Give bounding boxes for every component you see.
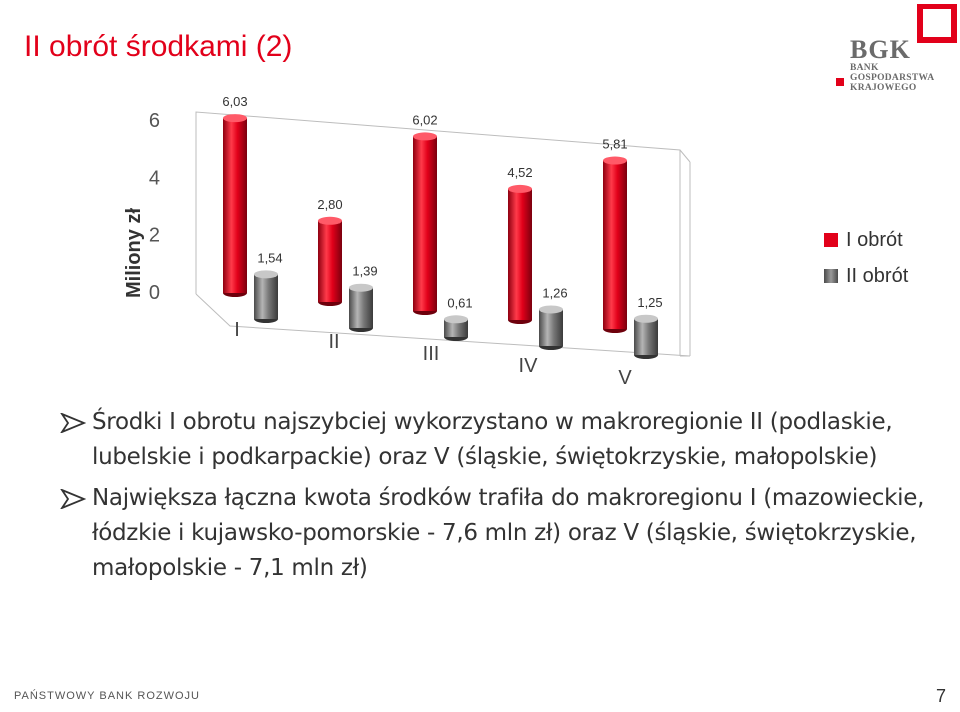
bullet-item-2 <box>60 481 950 586</box>
bar-red-top <box>603 157 627 165</box>
y-tick-label: 6 <box>148 110 160 132</box>
bar-gray-top <box>634 315 658 323</box>
bar-gray-group <box>539 305 563 350</box>
legend-swatch-gray <box>824 269 838 283</box>
x-tick-label: V <box>618 367 632 389</box>
bar-red-group <box>223 114 247 297</box>
data-label: 6,02 <box>412 112 438 128</box>
x-tick-label: I <box>234 319 240 341</box>
arrow-bullet-icon <box>60 413 86 433</box>
bar-gray-top <box>349 284 373 292</box>
bar-gray <box>539 309 563 346</box>
y-tick-label: 0 <box>148 282 160 304</box>
data-label: 1,54 <box>257 250 283 266</box>
logo-subtitle <box>850 63 960 93</box>
data-label: 6,03 <box>222 94 248 110</box>
legend-label-series-1: I obrót <box>846 228 903 251</box>
bullet-text-1: Środki I obrotu najszybciej wykorzystano w makroregionie II (podlaskie, lubelskie i podkarpackie) oraz V (śląskie, świętokrzyskie, małopolskie) <box>92 409 893 470</box>
bar-gray-group <box>444 315 468 341</box>
data-label: 5,81 <box>602 136 628 152</box>
bar-red <box>223 118 247 293</box>
bar-red <box>318 221 342 302</box>
arrow-bullet-icon <box>60 489 86 509</box>
x-tick-label: IV <box>518 355 538 377</box>
data-label: 4,52 <box>507 164 533 180</box>
logo-subtitle-line2: KRAJOWEGO <box>850 83 917 93</box>
y-tick-label: 4 <box>148 167 160 190</box>
data-label: 2,80 <box>317 196 343 212</box>
bar-red-top <box>413 132 437 140</box>
bar-gray-top <box>254 270 278 278</box>
legend-swatch-red <box>824 233 838 247</box>
bar-red-top <box>508 185 532 193</box>
bar-gray-top <box>539 305 563 313</box>
legend-label-series-2: II obrót <box>846 264 909 287</box>
logo-text: BGK <box>850 35 911 64</box>
data-label: 1,26 <box>542 285 568 301</box>
bar-red-group <box>603 157 627 333</box>
bar-gray-group <box>634 315 658 359</box>
bar-red-group <box>508 185 532 324</box>
bar-red-group <box>318 217 342 306</box>
bar-gray-top <box>444 315 468 323</box>
chart-legend <box>824 222 908 294</box>
bar-red-top <box>318 217 342 225</box>
data-label: 0,61 <box>447 295 473 311</box>
legend-item-series-1 <box>824 222 908 258</box>
legend-item-series-2 <box>824 258 908 294</box>
bar-gray <box>634 319 658 355</box>
bullet-list <box>60 405 950 590</box>
bar-gray-group <box>349 284 373 332</box>
bullet-text-2: Największa łączna kwota środków trafiła do makroregionu I (mazowieckie, łódzkie i kujawsko-pomorskie - 7,6 mln zł) oraz V (śląskie, świętokrzyskie, małopolskie - 7,1 mln zł) <box>92 485 925 581</box>
y-axis-label: Miliony zł <box>123 208 145 298</box>
bar-gray-group <box>254 270 278 323</box>
footer-brand: PAŃSTWOWY BANK ROZWOJU <box>14 690 200 702</box>
x-tick-label: II <box>328 331 340 353</box>
logo-subtitle-line1: BANK GOSPODARSTWA <box>850 63 935 83</box>
x-tick-label: III <box>422 343 440 365</box>
y-tick-label: 2 <box>148 224 160 247</box>
bar-chart <box>0 88 820 398</box>
data-label: 1,25 <box>637 294 663 310</box>
bar-red <box>603 161 627 329</box>
data-label: 1,39 <box>352 263 378 279</box>
bar-gray <box>254 274 278 319</box>
bar-red <box>413 136 437 311</box>
slide-title: II obrót środkami (2) <box>24 30 293 63</box>
bullet-item-1 <box>60 405 950 475</box>
bar-red-group <box>413 132 437 315</box>
bar-red-top <box>223 114 247 122</box>
bar-gray <box>349 288 373 328</box>
bar-red <box>508 189 532 320</box>
page-number: 7 <box>935 686 946 706</box>
